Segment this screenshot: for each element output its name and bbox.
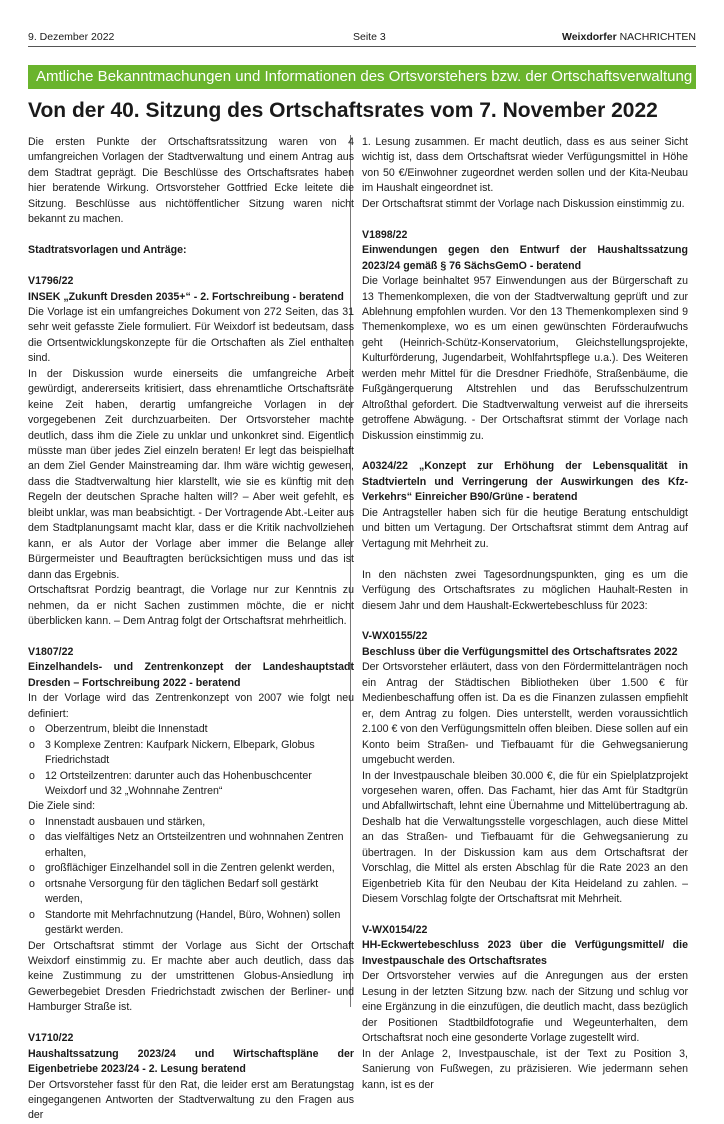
list-item: o Oberzentrum, bleibt die Innenstadt (28, 722, 354, 737)
item-code: V-WX0155/22 (362, 630, 428, 643)
item-paragraph: Der Ortsvorsteher erläutert, dass von den Fördermittelanträgen noch ein Antrag der Städtischen Bibliotheken über 1.500 € für Medienbeschaffung offen ist. Da es die Finanzen zulassen empfiehlt er, dem Antrag zu folgen. Dies unterstellt, werden voraussichtlich 2.100 € von den Verfügungsmitteln offen bleiben. Diese sollen auf ein Konto beim Straßen- und Tiefbauamt für die Gehwegsanierung umgebucht werden. (362, 661, 688, 767)
item-paragraph: Die Vorlage ist ein umfangreiches Dokument von 272 Seiten, das 31 sehr weit gefasste Ziele formuliert. Für Weixdorf ist bedeutsam, dass die Ortsentwicklungskonzepte für die Ortschaften als Ziel enthalten sind. (28, 305, 354, 365)
continued-paragraph: 1. Lesung zusammen. Er macht deutlich, dass es aus seiner Sicht wichtig ist, dass dem Ortschaftsrat wieder Verfügungsmittel in Höhe von 50 €/Einwohner zugeordnet werden sollen und der Kita-Neubau im Haushalt eingeordnet ist. (362, 136, 688, 195)
list-item: o großflächiger Einzelhandel soll in die Zentren gelenkt werden, (28, 861, 354, 876)
page-number: Seite 3 (353, 31, 386, 43)
item-paragraph: Ortschaftsrat Pordzig beantragt, die Vorlage nur zur Kenntnis zu nehmen, da er nicht Sachen zustimmen möchte, die er nicht überblicken kann. – Dem Antrag folgt der Ortschaftsrat mehrheitlich. (28, 584, 354, 628)
item-code: V1807/22 (28, 645, 74, 658)
publication-name (562, 30, 696, 44)
publication-name-rest: NACHRICHTEN (616, 31, 696, 43)
page-header (28, 30, 696, 44)
item-paragraph: In der Diskussion wurde einerseits die umfangreiche Arbeit gewürdigt, andererseits kritisiert, dass ehrenamtliche Ortschaftsräte keine Zeit haben, derartig umfangreiche Vorlagen in der vorgegebenen Zeit durchzuarbeiten. Der Ortsvorsteher machte deutlich, dass ihm die Ziele zu unklar und unkonkret sind. Eigentlich müsste man über jedes Ziel einzeln beraten! Er legt das beispielhaft an dem Ziel Gender Mainstreaming dar. Ihm wäre wichtig gewesen, dass die Stadtverwaltung hier klarstellt, wie sie es künftig mit den Regeln der deutschen Sprache halten will? – Aber weit gefehlt, es bleibt unklar, was man beabsichtigt. - Der Vortragende Abt.-Leiter aus dem Stadtplanungsamt macht klar, dass er die Kritik nachvollziehen kann, er als Autor der Vorlage aber immer die Belange aller Bürgermeister und Beauftragten berücksichtigen muss und das ist dann das Ergebnis. (28, 367, 354, 581)
list-item: o das vielfältiges Netz an Ortsteilzentren und wohnnahen Zentren erhalten, (28, 830, 354, 861)
goals-label: Die Ziele sind: (28, 800, 96, 813)
item-paragraph: In der Investpauschale bleiben 30.000 €, die für ein Spielplatzprojekt vorgesehen waren, offen. Das Fachamt, hier das Amt für Stadtgrün und Abfallwirtschaft, lehnt eine Übernahme und Mittelübertragung ab. Deshalb hat die Verwaltungsstelle vorgeschlagen, auch diese Mittel an das Straßen- und Tiefbauamt für die Gehwegsanierung zu übertragen. In der Diskussion kam aus dem Ortschaftsrat der Vorschlag, die Mittel als ersten Abschlag für die Rate 2023 an den Eigenbetrieb Kita für den Neubau der Kita Heideland zu zahlen. – Diesem Vorschlag folgte der Ortschaftsrat mit Mehrheit. (362, 769, 688, 906)
publication-name-bold: Weixdorfer (562, 31, 617, 43)
item-title: Haushaltssatzung 2023/24 und Wirtschaftspläne der Eigenbetriebe 2023/24 - 2. Lesung beratend (28, 1047, 354, 1076)
item-code: V-WX0154/22 (362, 924, 428, 937)
item-title: Einzelhandels- und Zentrenkonzept der Landeshauptstadt Dresden – Fortschreibung 2022 - beratend (28, 661, 354, 689)
item-title: A0324/22 „Konzept zur Erhöhung der Lebensqualität in Stadtvierteln und Verringerung der Auswirkungen des Kfz-Verkehrs“ Einreicher B90/Grüne - beratend (362, 460, 688, 504)
right-column (362, 135, 688, 1093)
left-column (28, 135, 354, 1124)
transition-paragraph: In den nächsten zwei Tagesordnungspunkten, ging es um die Verfügung des Ortschaftsrates zu möglichen Hauhalt-Resten in diesem Jahr und dem Haushalt-Eckwertebeschluss für 2023: (362, 568, 688, 612)
item-title: Einwendungen gegen den Entwurf der Haushaltssatzung 2023/24 gemäß § 76 SächsGemO - beratend (362, 244, 688, 272)
list-item: o 3 Komplexe Zentren: Kaufpark Nickern, Elbepark, Globus Friedrichstadt (28, 738, 354, 769)
item-paragraph: In der Anlage 2, Investpauschale, ist der Text zu Position 3, Sanierung von Fußwegen, zu präzisieren. Wie jedermann sehen kann, ist es der (362, 1047, 688, 1091)
item-paragraph: Der Ortschaftsrat stimmt der Vorlage aus Sicht der Ortschaft Weixdorf einstimmig zu. Er machte aber auch deutlich, dass das keine Zustimmung zu der umstrittenen Globus-Ansiedlung im Gewerbegebiet Dresden Friedrichstadt zwischen der Berliner- und Hamburger Straße ist. (28, 939, 354, 1014)
article-headline: Von der 40. Sitzung des Ortschaftsrates vom 7. November 2022 (28, 99, 658, 122)
section-banner: Amtliche Bekanntmachungen und Informationen des Ortsvorstehers bzw. der Ortschaftsverwaltung (28, 65, 696, 89)
section-heading: Stadtratsvorlagen und Anträge: (28, 244, 187, 257)
issue-date: 9. Dezember 2022 (28, 31, 115, 43)
item-code: V1796/22 (28, 275, 74, 288)
item-paragraph: Der Ortsvorsteher fasst für den Rat, die leider erst am Beratungstag eingegangenen Antworten der Stadtverwaltung zu den Fragen aus der (28, 1078, 354, 1122)
continued-paragraph: Der Ortschaftsrat stimmt der Vorlage nach Diskussion einstimmig zu. (362, 197, 685, 210)
item-paragraph: Die Vorlage beinhaltet 957 Einwendungen aus der Bürgerschaft zu 13 Themenkomplexen, die von der Stadtverwaltung geprüft und zur Ablehnung empfohlen wurden. Vor den 13 Themenkomplexen sind 9 Themenkomplexe, wo es um einen gewünschten Förderaufwuchs geht (Heinrich-Schütz-Konservatorium, Gleichstellungsprojekte, Kulturförderung, Jugendarbeit, Wohlfahrtspflege u.a.). Des Weiteren werden mehr Mittel für die Dresdner Friedhöfe, Straßenbäume, die Fußgängerquerung Altstrehlen und das Berufsschulzentrum Altroßthal gefordert. Die Stadtverwaltung verweist auf die ihrerseits getroffene Abwägung. - Der Ortschaftsrat stimmt der Vorlage nach Diskussion einstimmig zu. (362, 275, 688, 442)
item-code: V1710/22 (28, 1032, 74, 1045)
item-title: HH-Eckwertebeschluss 2023 über die Verfügungsmittel/ die Investpauschale des Ortschaftsrates (362, 939, 688, 967)
zentren-list (28, 722, 354, 799)
item-paragraph: In der Vorlage wird das Zentrenkonzept von 2007 wie folgt neu definiert: (28, 692, 354, 720)
intro-paragraph: Die ersten Punkte der Ortschaftsratssitzung waren von 4 umfangreichen Vorlagen der Stadtverwaltung und einem Antrag aus dem Stadtrat geprägt. Die Beschlüsse des Ortschaftsrates haben hier beratende Wirkung. Ortsvorsteher Gottfried Ecke leitete die Sitzung. Beschlüsse aus nichtöffentlicher Sitzung waren nicht bekannt zu machen. (28, 136, 354, 226)
goals-list (28, 815, 354, 939)
item-paragraph: Die Antragsteller haben sich für die heutige Beratung entschuldigt und bitten um Vertagung. Der Ortschaftsrat stimmt dem Antrag auf Vertagung mit Mehrheit zu. (362, 506, 688, 550)
item-paragraph: Der Ortsvorsteher verwies auf die Anregungen aus der ersten Lesung in der letzten Sitzung bzw. nach der Sitzung und schlug vor eine Ergänzung in die einzufügen, die deutlich macht, dass bezüglich der Positionen Stadtbildfotografie und Wegeunterhalten, dem Ortschaftsrat noch eine gesonderte Vorlage zugestellt wird. (362, 970, 688, 1045)
item-title: Beschluss über die Verfügungsmittel des Ortschaftsrates 2022 (362, 645, 678, 658)
list-item: o Standorte mit Mehrfachnutzung (Handel, Büro, Wohnen) sollen gestärkt werden. (28, 908, 354, 939)
item-code: V1898/22 (362, 228, 408, 241)
list-item: o Innenstadt ausbauen und stärken, (28, 815, 354, 830)
list-item: o ortsnahe Versorgung für den täglichen Bedarf soll gestärkt werden, (28, 877, 354, 908)
header-divider (28, 46, 696, 47)
item-title: INSEK „Zukunft Dresden 2035+“ - 2. Fortschreibung - beratend (28, 290, 344, 303)
list-item: o 12 Ortsteilzentren: darunter auch das Hohenbuschcenter Weixdorf und 32 „Wohnnahe Zentren“ (28, 769, 354, 800)
